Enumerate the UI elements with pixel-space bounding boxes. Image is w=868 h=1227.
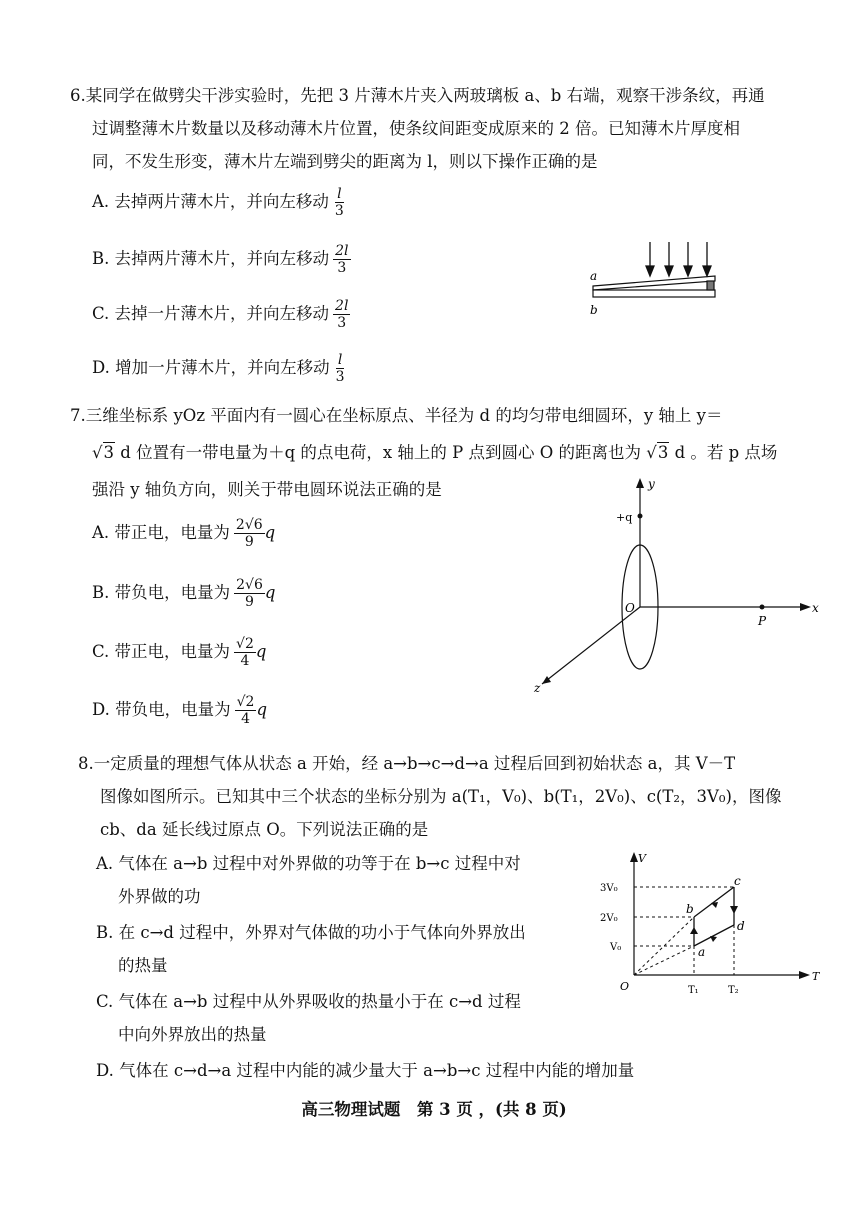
- y-label: y: [648, 477, 655, 491]
- z-label: z: [534, 681, 541, 695]
- glass-plates: [593, 276, 715, 297]
- plate-b-label: b: [590, 303, 598, 317]
- z-arrow: [542, 676, 551, 684]
- q7-option-d: D. 带负电，电量为 $\frac{√2}{4}$ q: [92, 694, 268, 728]
- q6-line-3: 同，不发生形变，薄木片左端到劈尖的距离为 l，则以下操作正确的是: [92, 152, 598, 171]
- q7-coordinate-figure: [530, 472, 830, 697]
- x-label: x: [812, 601, 819, 615]
- x-arrow: [800, 603, 811, 611]
- q8-option-b-line-2: 的热量: [118, 956, 168, 975]
- plate-a-label: a: [590, 269, 598, 283]
- origin-label: O: [620, 980, 630, 993]
- q6-line-2: 过调整薄木片数量以及移动薄木片位置，使条纹间距变成原来的 2 倍。已知薄木片厚度相: [92, 119, 740, 138]
- v-axis-label: V: [638, 852, 646, 865]
- q6-line-1: 6.某同学在做劈尖干涉实验时，先把 3 片薄木片夹入两玻璃板 a、b 右端，观察干涉条纹，再通: [70, 86, 765, 105]
- q6-wedge-figure: [585, 238, 725, 318]
- v-tick-v0: V₀: [610, 942, 622, 953]
- q8-line-1: 8.一定质量的理想气体从状态 a 开始，经 a→b→c→d→a 过程后回到初始状态 a，其 V－T: [78, 754, 736, 773]
- q6-option-c: C. 去掉一片薄木片，并向左移动 $\frac{2l}{3}$: [92, 298, 349, 332]
- guide-lines: [634, 887, 734, 975]
- q7-option-c: C. 带正电，电量为 $\frac{√2}{4}$ q: [92, 636, 267, 670]
- q6-option-b: B. 去掉两片薄木片，并向左移动 $\frac{2l}{3}$: [92, 243, 349, 277]
- point-p: [760, 605, 765, 610]
- state-a-label: a: [698, 945, 706, 959]
- t-tick-t1: T₁: [688, 985, 699, 996]
- q8-option-b-line-1: B. 在 c→d 过程中，外界对气体做的功小于气体向外界放出: [96, 923, 526, 942]
- q8-line-3: cb、da 延长线过原点 O。下列说法正确的是: [100, 820, 429, 839]
- q8-option-d: D. 气体在 c→d→a 过程中内能的减少量大于 a→b→c 过程中内能的增加量: [96, 1061, 635, 1080]
- q7-line-3: 强沿 y 轴负方向，则关于带电圆环说法正确的是: [92, 480, 442, 499]
- y-arrow: [636, 478, 644, 488]
- q7-option-a: A. 带正电，电量为 $\frac{2√6}{9}$ q: [92, 517, 276, 551]
- state-d-label: d: [737, 919, 745, 933]
- q6-option-a: A. 去掉两片薄木片，并向左移动 $\frac{l}{3}$: [92, 186, 344, 220]
- light-arrows: [646, 242, 711, 276]
- v-tick-3v0: 3V₀: [600, 883, 618, 894]
- q6-option-d: D. 增加一片薄木片，并向左移动 $\frac{l}{3}$: [92, 352, 345, 386]
- q8-option-c-line-2: 中向外界放出的热量: [118, 1025, 267, 1044]
- q7-option-b: B. 带负电，电量为 $\frac{2√6}{9}$ q: [92, 577, 276, 611]
- q8-vt-graph: [598, 848, 833, 1000]
- q8-line-2: 图像如图所示。已知其中三个状态的坐标分别为 a(T₁，V₀)、b(T₁，2V₀)、c(T₂，3V₀)，图像: [100, 787, 782, 806]
- point-charge: [638, 514, 643, 519]
- q7-line-1: 7.三维坐标系 yOz 平面内有一圆心在坐标原点、半径为 d 的均匀带电细圆环，y 轴上 y＝: [70, 406, 723, 425]
- t-tick-t2: T₂: [728, 985, 739, 996]
- charge-label: +q: [616, 511, 633, 524]
- q7-line-2: √3 d 位置有一带电量为＋q 的点电荷，x 轴上的 P 点到圆心 O 的距离也为 √3 d 。若 p 点场: [92, 443, 778, 462]
- t-axis-label: T: [812, 970, 820, 983]
- q8-option-c-line-1: C. 气体在 a→b 过程中从外界吸收的热量小于在 c→d 过程: [96, 992, 521, 1011]
- state-c-label: c: [734, 874, 741, 888]
- state-b-label: b: [686, 902, 694, 916]
- origin-label: O: [625, 601, 635, 615]
- q8-option-a-line-2: 外界做的功: [118, 887, 201, 906]
- q8-option-a-line-1: A. 气体在 a→b 过程中对外界做的功等于在 b→c 过程中对: [96, 854, 521, 873]
- p-label: P: [758, 614, 767, 628]
- page-footer: 高三物理试题 第 3 页 ，(共 8 页): [301, 1100, 567, 1119]
- v-tick-2v0: 2V₀: [600, 913, 618, 924]
